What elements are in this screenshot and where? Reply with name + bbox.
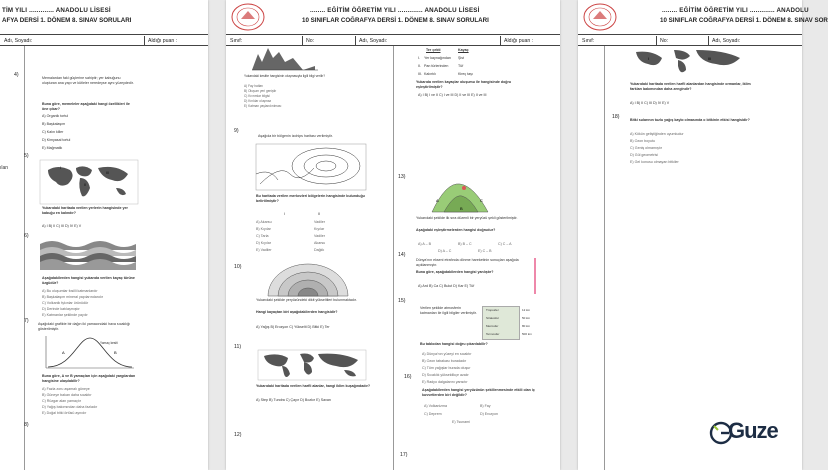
rock-layers-figure — [40, 236, 136, 270]
temperature-curve-figure — [42, 334, 138, 370]
option-b: B) Oluşum yeri geniştir — [244, 89, 277, 93]
world-map-figure — [40, 160, 138, 204]
exam-page-center — [226, 0, 560, 470]
option-c: C) Tarla — [256, 234, 269, 238]
option-e-match: Dağlık — [314, 248, 325, 252]
question-number: 7) — [24, 318, 29, 324]
page-header — [226, 0, 560, 35]
svg-text:A: A — [62, 350, 65, 355]
option-c: C) Rüzgar alan yamaçtır — [42, 399, 81, 403]
header-line-2: AFYA DERSİ 1. DÖNEM 8. SINAV SORULARI — [2, 17, 132, 24]
answer-options: A) Step B) Tundra C) Çayır D) Bozkır E) Savan — [256, 398, 331, 402]
question-prompt: Yukarıdaki haritada verilen yerlerin hangisinde yer kabuğu en kalındır? — [42, 206, 128, 216]
question-prompt: Yukarıdaki haritada verilen harfli alanlardan hangisinde ormanlar, iklim farkları bakımından daha zengindir? — [630, 82, 751, 92]
side-label: ılan — [0, 165, 9, 171]
option-e: E) Katman yaşlandırılması — [244, 104, 282, 108]
name-label: Adı, Soyadı: — [712, 37, 741, 44]
question-prompt: Yukarıdaki haritada verilen harfli alanlar, hangi iklim kuşağındadır? — [256, 384, 371, 388]
question-text: Yukarıdaki şekilde yeryüzündeki dikit yükseltileri bulunmaktadır. — [256, 298, 357, 302]
brand-logo — [710, 416, 780, 446]
question-prompt: Aşağıdakilerden hangisi yukarıda verilen kayaç türüne özgüdür? — [42, 276, 135, 286]
option-a: A) Fazla zoru aşamalı güneye — [42, 387, 90, 391]
option-a: A) Organik tortul — [42, 114, 69, 118]
svg-text:B: B — [460, 206, 463, 211]
svg-text:B: B — [114, 350, 117, 355]
layer-value: 500 km — [522, 332, 532, 336]
page-header — [578, 0, 828, 35]
option-b: B) Başkalaşım mineral yapılarındandır — [42, 295, 103, 299]
option-b-match: Kıyılar — [314, 227, 325, 231]
question-prompt: Buna göre, memeleler aşağıdaki hangi özellikleri ile öne çıkar? — [42, 102, 130, 112]
question-number: 6) — [24, 233, 29, 239]
header-line-1: TİM YILI ............. ANADOLU LİSESİ — [2, 7, 111, 14]
option-a: A) Akarsu — [256, 220, 272, 224]
option-e: E) Radyo dalgalarını yansıtır — [422, 380, 468, 384]
option-c: C) Tüm yağışlar burada oluşur — [422, 366, 471, 370]
option-a-match: Vadiler — [314, 220, 325, 224]
table-cell: Tüf — [458, 64, 464, 68]
option-c: C) Geniş olmamıştır — [630, 146, 662, 150]
option-c-match: Vadiler — [314, 234, 325, 238]
table-header: Kayaç — [458, 48, 469, 52]
question-prompt: Hangi kayaçtan biri aşağıdakilerden hangisidir? — [256, 310, 338, 314]
layer-value: 50 km — [522, 316, 531, 320]
option-e: E) Tsunami — [452, 420, 470, 424]
question-number: 16) — [404, 374, 412, 380]
option-a: A) Kökün geliştiğinden uyumludur — [630, 132, 684, 136]
option-d: D) Kıyılar — [256, 241, 271, 245]
world-map-figure — [258, 350, 366, 380]
page-header — [0, 0, 208, 35]
svg-text:III: III — [106, 170, 110, 175]
class-label: Sınıf: — [230, 37, 243, 44]
student-info-row — [0, 36, 208, 46]
question-text: Yukarıdaki şekilde ilk sıra düzenli bir yeryüzü şekli gösterilmiştir. — [416, 216, 518, 220]
table-cell: Kalıntılı — [424, 72, 436, 76]
question-prompt: Aşağıdakilerden hangisi yeryüzünün şekillenmesinde etkili olan iç kuvvetlerden biri değildir? — [422, 388, 535, 398]
layer-value: 80 km — [522, 324, 531, 328]
option-c: C) Deprem — [424, 412, 442, 416]
option-e: E) Gel konusu olmayan bitkiler — [630, 160, 679, 164]
question-number: 8) — [24, 422, 29, 428]
option-c: C) Volkanik fşkınlar ürünüdür — [42, 301, 89, 305]
option-b: B) Ozon boyutu — [630, 139, 655, 143]
highlight-bar — [534, 258, 536, 294]
option-d: D) A – C — [438, 249, 452, 253]
number-label: No: — [660, 37, 669, 44]
score-label: Aldığı puan : — [148, 37, 178, 44]
question-number: 15) — [398, 298, 406, 304]
student-info-row — [578, 36, 802, 46]
number-label: No: — [306, 37, 315, 44]
option-e: E) C – B — [478, 249, 492, 253]
option-b: B) Başkalaşım — [42, 122, 66, 126]
table-cell: Pan türlerinden — [424, 64, 449, 68]
score-label: Aldığı puan : — [504, 37, 534, 44]
header-line-2: 10 SINIFLAR COĞRAFYA DERSİ 1. DÖNEM 8. SINAV SORULARI — [302, 17, 489, 24]
question-text: Aşağıdaki grafikte bir dağın iki yamacındaki hava sıcaklığı gösterilmiştir. — [38, 322, 131, 332]
table-cell: Yer kaynağından — [424, 56, 451, 60]
question-number: 12) — [234, 432, 242, 438]
svg-text:C: C — [480, 198, 483, 203]
name-label: Adı, Soyadı: — [4, 37, 33, 44]
question-prompt: Aşağıdaki eşleştirmelerden hangisi doğrudur? — [416, 228, 496, 232]
option-c: C) Kalın killer — [42, 130, 64, 134]
table-cell: Kireç taşı — [458, 72, 473, 76]
layer-name: Mezosfer — [486, 324, 499, 328]
table-cell: I. — [418, 56, 420, 60]
question-prompt: Buna göre, A ve B yamaçları için aşağıdaki yargılardan hangisine ulaşılabilir? — [42, 374, 136, 384]
question-number: 18) — [612, 114, 620, 120]
option-a: A) Fay hatları — [244, 84, 264, 88]
option-d: D) Yağış bakımından daha fazladır — [42, 405, 98, 409]
question-prompt: Yukarıdaki kesitte hangisinin oluşmasıyla ilgili bilgi verilir? — [244, 74, 325, 78]
layer-name: Troposfer — [486, 308, 499, 312]
curve-label: Yamaç kesiti — [100, 341, 118, 345]
option-d: D) Gül geometrisi — [630, 153, 658, 157]
question-prompt: Yukarıda verilen kayaçlar oluşumu ile hangisinde doğru eşleştirilmiştir? — [416, 80, 512, 90]
exam-page-right — [578, 0, 828, 470]
option-b: B) Kıyılar — [256, 227, 271, 231]
table-cell: Şist — [458, 56, 464, 60]
question-text: Memalardan fakl güçlerine sahiptir; yer kabuğunu oluşturan ana yapı ve kütleler neredeyse aynı yüzeydedir. — [42, 76, 134, 86]
svg-text:III: III — [708, 56, 712, 61]
header-line-1: ........ EĞİTİM ÖĞRETİM YILI ............. ANADOLU LİSESİ — [310, 7, 480, 14]
answer-options: A) I B) II C) III D) IV E) V — [630, 101, 670, 105]
option-b: B) Güneye bakan daha sıcaktır — [42, 393, 92, 397]
landform-figure — [430, 180, 490, 214]
exam-page-left — [0, 0, 208, 470]
option-d: D) Kimyasal tortul — [42, 138, 71, 142]
question-prompt: Bu tablodan hangisi doğru çıkarılabilir? — [420, 342, 488, 346]
answer-options: A) Yağış B) Erozyon C) Yükselti D) Bitki E) Ter — [256, 325, 330, 329]
option-c: C) Kıvrımlar bilgisi — [244, 94, 270, 98]
question-number: 17) — [400, 452, 408, 458]
layer-name: Stratosfer — [486, 316, 500, 320]
svg-text:A: A — [436, 198, 439, 203]
question-text: Aşağıda bir bölgenin izohips haritası verilmiştir. — [258, 134, 333, 138]
question-text: Dünya'nın ekseni etrafında dönme hareketinin sonuçları aşağıda açıklanmıştır. — [416, 258, 519, 268]
option-a: A) Volkanizma — [424, 404, 447, 408]
question-number: 10) — [234, 264, 242, 270]
option-d: D) Erozyon — [480, 412, 498, 416]
column-header: II — [318, 212, 320, 216]
svg-text:I: I — [648, 56, 650, 61]
question-number: 14) — [398, 252, 406, 258]
option-e: E) Doğal bitki örtüsü aynıdır — [42, 411, 87, 415]
option-e: E) Mağmatik — [42, 146, 63, 150]
option-b: B) B – C — [458, 242, 472, 246]
answer-options: A) I B) I ve II C) I ve III D) II ve III E) II ve III — [418, 93, 487, 97]
answer-options: A) I B) II C) III D) IV E) V — [42, 224, 82, 228]
cross-section-figure — [250, 48, 320, 72]
option-c: C) C – A — [498, 242, 512, 246]
question-text: Verilen şekilde atmosferin katmanları ile ilgili bilgiler verilmiştir. — [420, 306, 477, 316]
option-d: D) Sıcaklık yükseldikçe azalır — [422, 373, 469, 377]
question-prompt: Buna göre, aşağıdakilerden hangisi yanlıştır? — [416, 270, 494, 274]
name-label: Adı, Soyadı: — [359, 37, 388, 44]
atmosphere-layers-figure — [266, 262, 350, 298]
layer-value: 12 km — [522, 308, 531, 312]
student-info-row — [226, 36, 560, 46]
question-number: 9) — [234, 128, 239, 134]
question-number: 13) — [398, 174, 406, 180]
option-e: E) Vadiler — [256, 248, 272, 252]
option-d-match: Akarsu — [314, 241, 326, 245]
table-cell: III. — [418, 72, 422, 76]
option-a: A) Dünya'nın yüzeyi en sıcaktır — [422, 352, 472, 356]
world-map-figure — [626, 48, 746, 78]
layer-name: Termosfer — [486, 332, 500, 336]
ministry-logo-icon — [230, 2, 266, 32]
option-d: D) Kırıklar oluşmaz — [244, 99, 272, 103]
question-prompt: Bu haritada verilen merkezleri bölgelerin hangisinde bulunduğu belirtilmiştir? — [256, 194, 365, 204]
class-label: Sınıf: — [582, 37, 595, 44]
question-number: 11) — [234, 344, 242, 350]
question-prompt: Bitki sularının tuzlu yağış kaybı olmasında o bitkinin etkisi hangisidir? — [630, 118, 750, 122]
question-number: 4) — [14, 72, 19, 78]
answer-options: A) Ard B) Ca C) Bulut D) Kar E) Tüf — [418, 284, 475, 288]
svg-text:II: II — [84, 182, 87, 187]
header-line-2: 10 SINIFLAR COĞRAFYA DERSİ 1. DÖNEM 8. SINAV SOR — [660, 17, 828, 24]
option-e: E) Katmanlar şeklinde yayılır — [42, 313, 88, 317]
option-a: A) A – B — [418, 242, 431, 246]
option-d: D) Derinde katılaşmıştır — [42, 307, 80, 311]
table-cell: II. — [418, 64, 421, 68]
option-a: A) Bu oluşumlar fosilli katmanlardır — [42, 289, 98, 293]
contour-map-figure — [256, 144, 366, 190]
question-number: 5) — [24, 153, 29, 159]
option-b: B) Ozon tabakası buradadır — [422, 359, 467, 363]
header-line-1: ........ EĞİTİM ÖĞRETİM YILI ............. ANADOLU — [662, 7, 809, 14]
brand-logo-text: Guze — [728, 418, 778, 443]
column-header: I — [284, 212, 285, 216]
table-header: Ter çekti — [426, 48, 441, 52]
option-b: B) Fay — [480, 404, 491, 408]
ministry-logo-icon — [582, 2, 618, 32]
svg-text:I: I — [60, 165, 62, 170]
